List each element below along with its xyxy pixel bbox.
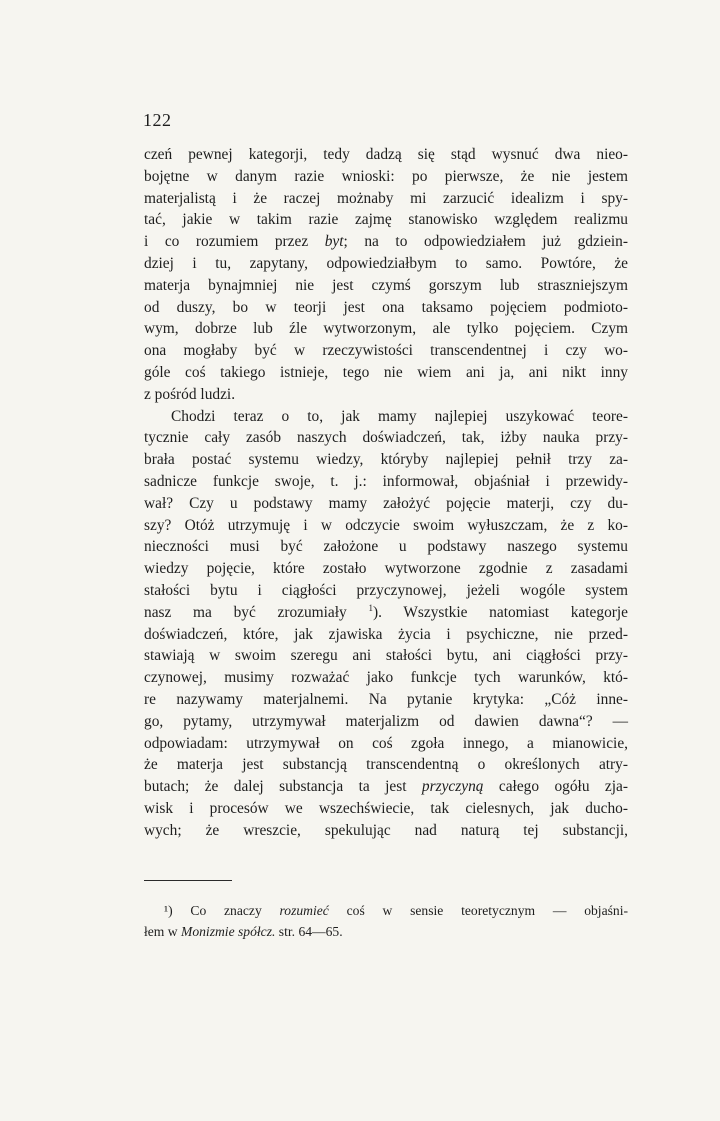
text-line: Chodzi teraz o to, jak mamy najlepiej uszykować teore-: [171, 407, 628, 425]
text-line: wał? Czy u podstawy mamy założyć pojęcie materji, czy du-: [144, 494, 628, 512]
footnote-emphasis: Monizmie spółcz.: [181, 924, 276, 939]
text-line: sadnicze funkcje swoje, t. j.: informował, objaśniał i przewidy-: [144, 472, 628, 490]
footnote-divider: [144, 880, 232, 881]
text-line: stawiają w swoim szeregu ani stałości bytu, ani ciągłości przy-: [144, 647, 628, 665]
text-line: wisk i procesów we wszechświecie, tak cielesnych, jak ducho-: [144, 799, 628, 817]
text-line: wiedzy pojęcie, które zostało wytworzone zgodnie z zasadami: [144, 560, 628, 578]
text-line: materjalistą i że raczej możnaby mi zarzucić idealizm i spy-: [144, 189, 628, 207]
text-line: szy? Otóż utrzymuję i w odczycie swoim wyłuszczam, że z ko-: [144, 516, 628, 534]
text-line: stałości bytu i ciągłości przyczynowej, jeżeli wogóle system: [144, 581, 628, 599]
text-line: od duszy, bo w teorji jest ona taksamo pojęciem podmioto-: [144, 298, 628, 316]
text-line: wym, dobrze lub źle wytworzonym, ale tylko pojęciem. Czym: [144, 320, 628, 338]
text-line: nasz ma być zrozumiały $^1$). Wszystkie natomiast kategorje: [144, 602, 628, 621]
text-line: czeń pewnej kategorji, tedy dadzą się stąd wysnuć dwa nieo-: [144, 146, 628, 163]
text-line: doświadczeń, które, jak zjawiska życia i psychiczne, nie przed-: [144, 625, 628, 643]
page-number: 122: [143, 110, 172, 130]
footnote-emphasis: rozumieć: [279, 903, 329, 918]
text-line: ona mogłaby być w rzeczywistości transcendentnej i czy wo-: [144, 342, 628, 360]
text-line: i co rozumiem przez byt; na to odpowiedziałem już gdziein-: [144, 233, 628, 251]
footnote-marker: ¹): [164, 903, 173, 918]
text-line: brała postać systemu wiedzy, któryby najlepiej pełnił trzy za-: [144, 451, 628, 469]
text-line: wych; że wreszcie, spekulując nad naturą tej substancji,: [144, 821, 628, 839]
text-line: czynowej, musimy rozważać jako funkcje tych warunków, któ-: [144, 669, 628, 687]
footnote: [144, 900, 628, 942]
text-line: bojętne w danym razie wnioski: po pierwsze, że nie jestem: [144, 167, 628, 185]
text-line: go, pytamy, utrzymywał materjalizm od dawien dawna“? —: [144, 712, 628, 730]
text-line: dziej i tu, zapytany, odpowiedziałbym to samo. Powtóre, że: [144, 254, 628, 272]
text-line: tycznie cały zasób naszych doświadczeń, tak, iżby nauka przy-: [144, 429, 628, 447]
text-line: z pośród ludzi.: [144, 385, 236, 403]
footnote-reference[interactable]: 1: [368, 602, 373, 613]
emphasis: przyczyną: [421, 778, 484, 796]
text-line: nieczności musi być założone u podstawy naszego systemu: [144, 538, 628, 556]
footnote-line: łem w Monizmie spółcz. str. 64—65.: [144, 924, 343, 939]
text-line: re nazywamy materjalnemi. Na pytanie krytyka: „Cóż inne-: [144, 690, 628, 708]
text-line: góle coś takiego istnieje, tego nie wiem ani ja, ani nikt inny: [144, 363, 628, 381]
body-text: [144, 144, 628, 842]
text-line: materja bynajmniej nie jest czymś gorszym lub straszniejszym: [144, 276, 628, 294]
text-line: butach; że dalej substancja ta jest przyczyną całego ogółu zja-: [144, 778, 628, 796]
text-line: że materja jest substancją transcendentną o określonych atry-: [144, 756, 628, 774]
emphasis: byt: [324, 233, 344, 251]
text-line: tać, jakie w takim razie zajmę stanowisko względem realizmu: [144, 211, 628, 229]
footnote-line: ¹) Co znaczy rozumieć coś w sensie teoretycznym — objaśni-: [164, 903, 628, 918]
text-line: odpowiadam: utrzymywał on coś zgoła innego, a mianowicie,: [144, 734, 628, 752]
